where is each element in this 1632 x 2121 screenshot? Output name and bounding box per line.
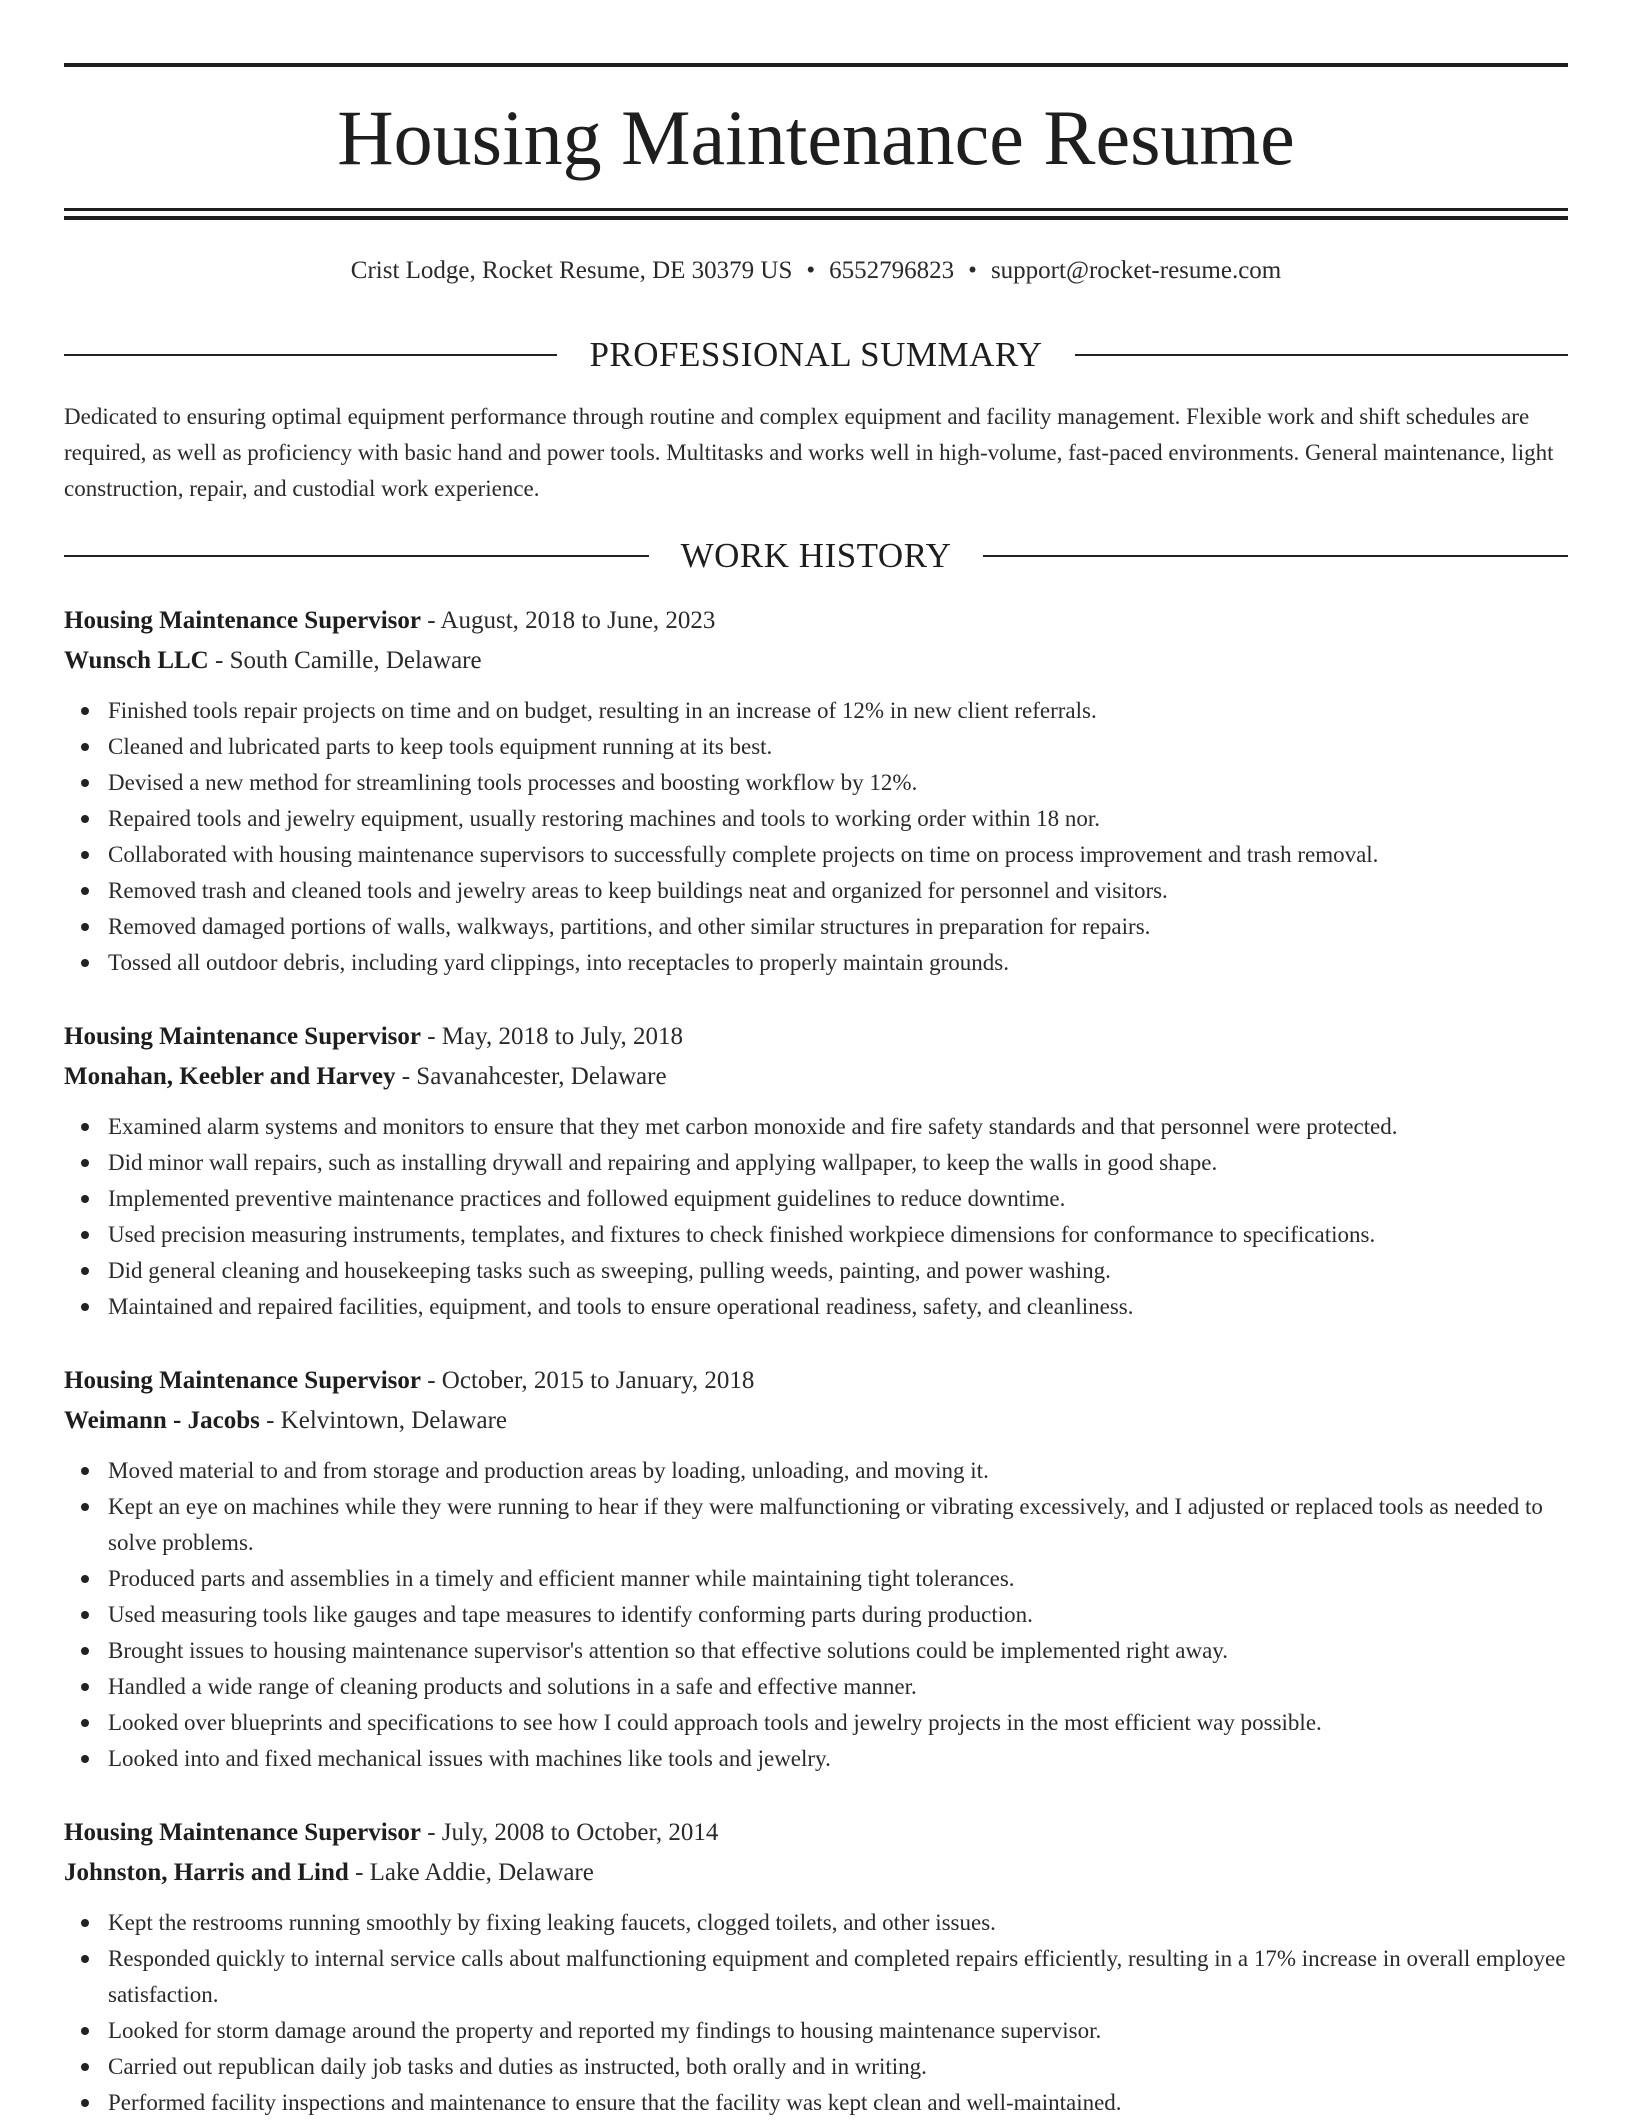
job-bullet: Removed damaged portions of walls, walkways, partitions, and other similar structures in preparation for repairs. <box>108 909 1568 945</box>
job-company-line <box>64 1853 1568 1893</box>
job-entry <box>64 1813 1568 2121</box>
job-location: - Savanahcester, Delaware <box>395 1063 667 1090</box>
job-bullet-list <box>64 1109 1568 1325</box>
job-bullet: Brought issues to housing maintenance supervisor's attention so that effective solutions could be implemented right away. <box>108 1633 1568 1669</box>
contact-address: Crist Lodge, Rocket Resume, DE 30379 US <box>350 257 793 284</box>
job-dates: - October, 2015 to January, 2018 <box>420 1367 755 1394</box>
contact-line <box>64 254 1568 288</box>
job-bullet: Carried out republican daily job tasks and duties as instructed, both orally and in writing. <box>108 2049 1568 2085</box>
job-bullet: Implemented preventive maintenance practices and followed equipment guidelines to reduce downtime. <box>108 1181 1568 1217</box>
work-history-heading-label: WORK HISTORY <box>680 536 952 575</box>
job-dates: - August, 2018 to June, 2023 <box>420 607 716 634</box>
job-bullet: Removed trash and cleaned tools and jewelry areas to keep buildings neat and organized for personnel and visitors. <box>108 873 1568 909</box>
job-bullet-list <box>64 1905 1568 2121</box>
job-bullet: Used precision measuring instruments, templates, and fixtures to check finished workpiece dimensions for conformance to specifications. <box>108 1217 1568 1253</box>
page-title: Housing Maintenance Resume <box>337 94 1295 181</box>
heading-rule-right <box>983 555 1568 557</box>
job-company-line <box>64 641 1568 681</box>
job-location: - South Camille, Delaware <box>208 647 482 674</box>
header-top-rule <box>64 63 1568 67</box>
job-bullet: Tossed all outdoor debris, including yard clippings, into receptacles to properly maintain grounds. <box>108 945 1568 981</box>
job-bullet: Finished tools repair projects on time and on budget, resulting in an increase of 12% in new client referrals. <box>108 693 1568 729</box>
job-bullet: Handled a wide range of cleaning products and solutions in a safe and effective manner. <box>108 1669 1568 1705</box>
job-location: - Lake Addie, Delaware <box>348 1859 594 1886</box>
job-entry <box>64 1017 1568 1325</box>
job-bullet: Cleaned and lubricated parts to keep tools equipment running at its best. <box>108 729 1568 765</box>
job-company: Monahan, Keebler and Harvey <box>64 1063 396 1090</box>
job-bullet: Maintained and repaired facilities, equipment, and tools to ensure operational readiness, safety, and cleanliness. <box>108 1289 1568 1325</box>
job-company-line <box>64 1401 1568 1441</box>
job-bullet: Moved material to and from storage and production areas by loading, unloading, and moving it. <box>108 1453 1568 1489</box>
job-bullet: Looked over blueprints and specifications to see how I could approach tools and jewelry projects in the most efficient way possible. <box>108 1705 1568 1741</box>
job-entry <box>64 1361 1568 1777</box>
job-dates: - July, 2008 to October, 2014 <box>420 1819 719 1846</box>
header-bottom-rule-2 <box>64 216 1568 220</box>
job-bullet-list <box>64 693 1568 981</box>
job-bullet: Looked for storm damage around the property and reported my findings to housing maintenance supervisor. <box>108 2013 1568 2049</box>
contact-phone: 6552796823 <box>829 257 955 284</box>
summary-heading <box>64 333 1568 377</box>
job-company-line <box>64 1057 1568 1097</box>
job-bullet: Responded quickly to internal service calls about malfunctioning equipment and completed repairs efficiently, resulting in a 17% increase in overall employee satisfaction. <box>108 1941 1568 2013</box>
heading-rule-left <box>64 354 557 356</box>
job-bullet: Did general cleaning and housekeeping tasks such as sweeping, pulling weeds, painting, and power washing. <box>108 1253 1568 1289</box>
heading-rule-left <box>64 555 649 557</box>
job-bullet: Did minor wall repairs, such as installing drywall and repairing and applying wallpaper, to keep the walls in good shape. <box>108 1145 1568 1181</box>
summary-heading-label: PROFESSIONAL SUMMARY <box>589 335 1043 374</box>
job-bullet: Produced parts and assemblies in a timely and efficient manner while maintaining tight tolerances. <box>108 1561 1568 1597</box>
summary-text: Dedicated to ensuring optimal equipment performance through routine and complex equipment and facility management. Flexible work and shift schedules are required, as well as proficiency with basic hand and power tools. Multitasks and works well in high-volume, fast-paced environments. General maintenance, light construction, repair, and custodial work experience. <box>64 404 1554 501</box>
job-bullet: Used measuring tools like gauges and tape measures to identify conforming parts during production. <box>108 1597 1568 1633</box>
job-bullet: Devised a new method for streamlining tools processes and boosting workflow by 12%. <box>108 765 1568 801</box>
job-title-line <box>64 1361 1568 1401</box>
job-bullet: Repaired tools and jewelry equipment, usually restoring machines and tools to working order within 18 nor. <box>108 801 1568 837</box>
job-bullet: Collaborated with housing maintenance supervisors to successfully complete projects on time on process improvement and trash removal. <box>108 837 1568 873</box>
job-entry <box>64 601 1568 981</box>
job-bullet: Kept an eye on machines while they were running to hear if they were malfunctioning or vibrating excessively, and I adjusted or replaced tools as needed to solve problems. <box>108 1489 1568 1561</box>
job-title-line <box>64 1813 1568 1853</box>
job-title: Housing Maintenance Supervisor <box>64 1023 421 1050</box>
heading-rule-right <box>1075 354 1568 356</box>
job-bullet: Kept the restrooms running smoothly by fixing leaking faucets, clogged toilets, and other issues. <box>108 1905 1568 1941</box>
job-title-line <box>64 1017 1568 1057</box>
job-company: Wunsch LLC <box>64 647 209 674</box>
header-bottom-rule-1 <box>64 208 1568 211</box>
job-location: - Kelvintown, Delaware <box>259 1407 507 1434</box>
work-history-heading <box>64 534 1568 578</box>
contact-email[interactable]: support@rocket-resume.com <box>990 257 1282 284</box>
job-title: Housing Maintenance Supervisor <box>64 607 421 634</box>
contact-separator: • <box>806 257 816 284</box>
job-title: Housing Maintenance Supervisor <box>64 1367 421 1394</box>
job-bullet-list <box>64 1453 1568 1777</box>
job-company: Weimann - Jacobs <box>64 1407 260 1434</box>
job-title: Housing Maintenance Supervisor <box>64 1819 421 1846</box>
contact-separator: • <box>968 257 977 284</box>
job-title-line <box>64 601 1568 641</box>
job-bullet: Looked into and fixed mechanical issues with machines like tools and jewelry. <box>108 1741 1568 1777</box>
job-bullet: Examined alarm systems and monitors to ensure that they met carbon monoxide and fire safety standards and that personnel were protected. <box>108 1109 1568 1145</box>
job-bullet: Performed facility inspections and maintenance to ensure that the facility was kept clean and well-maintained. <box>108 2085 1568 2121</box>
job-dates: - May, 2018 to July, 2018 <box>420 1023 684 1050</box>
job-company: Johnston, Harris and Lind <box>64 1859 349 1886</box>
